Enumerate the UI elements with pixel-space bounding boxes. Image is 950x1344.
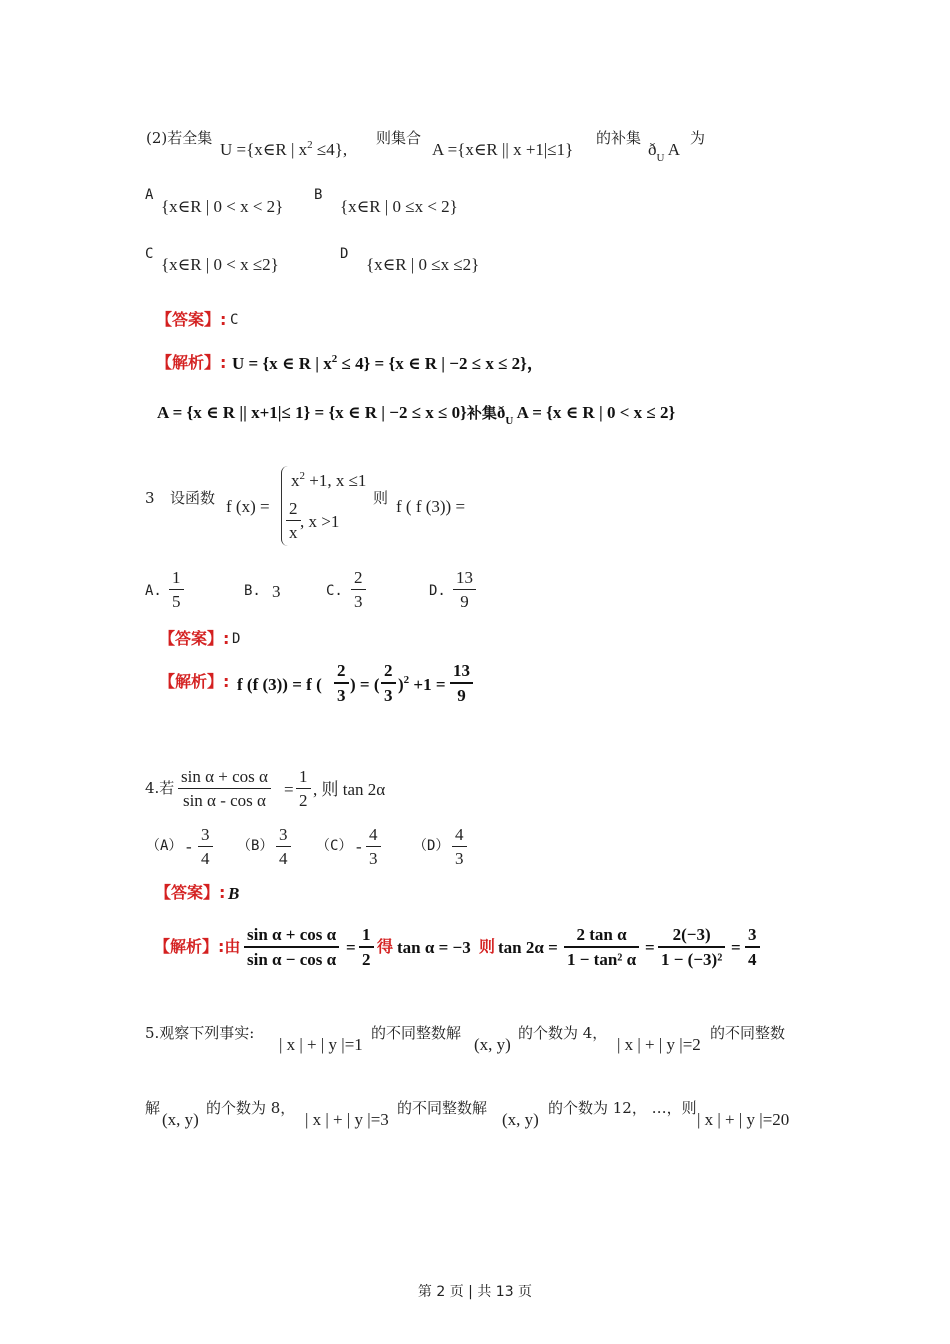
q5-line2-d: | x | + | y |=3 [305,1110,389,1129]
q4-half: 1 2 [296,768,311,809]
q4-opt-b-fraction: 3 4 [276,826,291,867]
q2-opt-d-letter: D [340,246,349,262]
q4-analysis-frac1: sin α + cos α sin α − cos α [244,926,339,968]
q2-opt-a-letter: A [145,187,154,203]
q2-opt-b-letter: B [314,187,323,203]
q5-line1-a: 5.观察下列事实: [145,1024,255,1042]
page-footer: 第 2 页 | 共 13 页 [417,1284,533,1300]
q4-opt-c-letter: （C） [316,838,353,854]
q2-opt-d-text: {x∈R | 0 ≤x ≤2} [366,255,480,274]
q4-analysis-eq2: = [645,938,655,957]
q2-opt-c-text: {x∈R | 0 < x ≤2} [161,255,279,274]
q3-then: 则 [373,489,389,507]
q5-line2-e: 的不同整数解 [397,1099,488,1117]
q5-line2-a: 解 [145,1099,161,1117]
q3-opt-b-letter: B. [244,583,261,599]
q4-equals: = [284,780,294,799]
q4-opt-b-letter: （B） [237,838,274,854]
q3-analysis-frac3: 13 9 [450,662,473,704]
q2-opt-a-text: {x∈R | 0 < x < 2} [161,197,284,216]
q4-analysis-tan2: tan 2α = [498,938,558,957]
q3-analysis-frac2: 2 3 [381,662,396,704]
q3-text: 设函数 [170,489,216,507]
q3-number: 3 [145,489,155,507]
q4-analysis-frac3: 2(−3) 1 − (−3)² [658,926,725,968]
q3-opt-d-letter: D. [429,583,446,599]
q4-opt-a-fraction: 3 4 [198,826,213,867]
q3-opt-b-value: 3 [272,582,281,601]
q3-answer-label: 【答案】: [159,629,230,648]
q5-line1-e: 的个数为 4， [518,1024,608,1042]
q4-opt-a-letter: （A） [146,838,183,854]
q3-fx: f (x) = [226,497,270,516]
q2-opt-c-letter: C [145,246,154,262]
q5-line1-d: (x, y) [474,1035,511,1054]
q3-case2-cond: , x >1 [300,512,340,531]
q2-prefix: (2)若全集 [146,129,213,147]
q5-line2-h: | x | + | y |=20 [697,1110,790,1129]
q4-analysis-half: 1 2 [359,926,374,968]
q4-analysis-get: 得 [377,937,394,956]
q4-tail: , 则 tan 2α [313,780,386,799]
q2-analysis-label: 【解析】: [156,353,227,372]
q2-set-a: A ={x∈R || x +1|≤1} [432,140,574,159]
q3-case1: $x^2 +1$, x ≤1 [291,470,367,490]
q3-opt-c-fraction: 2 3 [351,569,366,610]
q4-analysis-eq: = [346,938,356,957]
q5-line2-f: (x, y) [502,1110,539,1129]
q3-opt-a-letter: A. [145,583,162,599]
q3-opt-a-fraction: 1 5 [169,569,184,610]
q4-opt-a-sign: - [186,837,192,856]
q3-analysis-frac1: 2 3 [334,662,349,704]
q4-analysis-then: 则 [479,937,496,956]
q4-opt-d-fraction: 4 3 [452,826,467,867]
q4-analysis-eq3: = [731,938,741,957]
q2-opt-b-text: {x∈R | 0 ≤x < 2} [340,197,458,216]
q5-line2-g: 的个数为 12， …，则 [548,1099,697,1117]
q3-opt-c-letter: C. [326,583,343,599]
q5-line2-c: 的个数为 8， [206,1099,296,1117]
q4-analysis-frac2: 2 tan α 1 − tan² α [564,926,639,968]
q4-fraction: sin α + cos α sin α - cos α [178,768,271,809]
q2-analysis-line2: A = {x ∈ R || x+1|≤ 1} = {x ∈ R | −2 ≤ x ≤ 0}补集$ð_U$ A = {x ∈ R | 0 < x ≤ 2} [157,403,676,427]
q3-answer: D [232,631,241,647]
q3-opt-d-fraction: 13 9 [453,569,476,610]
q2-mid: 则集合 [376,129,422,147]
q4-opt-d-letter: （D） [413,838,450,854]
q4-prefix: 4.若 [145,779,175,797]
q5-line2-b: (x, y) [162,1110,199,1129]
q5-line1-f: | x | + | y |=2 [617,1035,701,1054]
q4-analysis-tan: tan α = −3 [397,938,471,957]
q4-analysis-frac4: 3 4 [745,926,760,968]
q4-answer-label: 【答案】: [155,883,226,902]
q5-line1-c: 的不同整数解 [371,1024,462,1042]
q2-tail2: 为 [690,129,706,147]
q4-opt-c-sign: - [356,837,362,856]
q2-complement: $ð_U$ A [648,140,681,164]
q5-line1-b: | x | + | y |=1 [279,1035,363,1054]
q4-answer: B [228,884,240,903]
q3-analysis-label: 【解析】: [159,672,230,691]
q3-analysis-c: )$^2$ +1 = [398,674,446,694]
q3-ask: f ( f (3)) = [396,497,466,516]
q5-line1-g: 的不同整数 [710,1024,786,1042]
q2-answer: C [230,312,239,328]
q2-set-u: U ={x∈R | $x^2 \le 4$}, [220,139,348,159]
q3-case2-fraction: 2 x [286,500,301,541]
q2-tail: 的补集 [596,129,642,147]
q3-analysis-b: ) = ( [350,675,380,694]
q4-opt-c-fraction: 4 3 [366,826,381,867]
q3-analysis-a: f (f (3)) = f ( [237,675,322,694]
q2-analysis-line1: U = {x ∈ R | $x^2 \le 4\} = \{x$ ∈ R | −2 ≤ x ≤ 2}， [232,353,544,373]
q2-answer-label: 【答案】: [156,310,227,329]
q4-analysis-label: 【解析】:由 [154,937,241,956]
